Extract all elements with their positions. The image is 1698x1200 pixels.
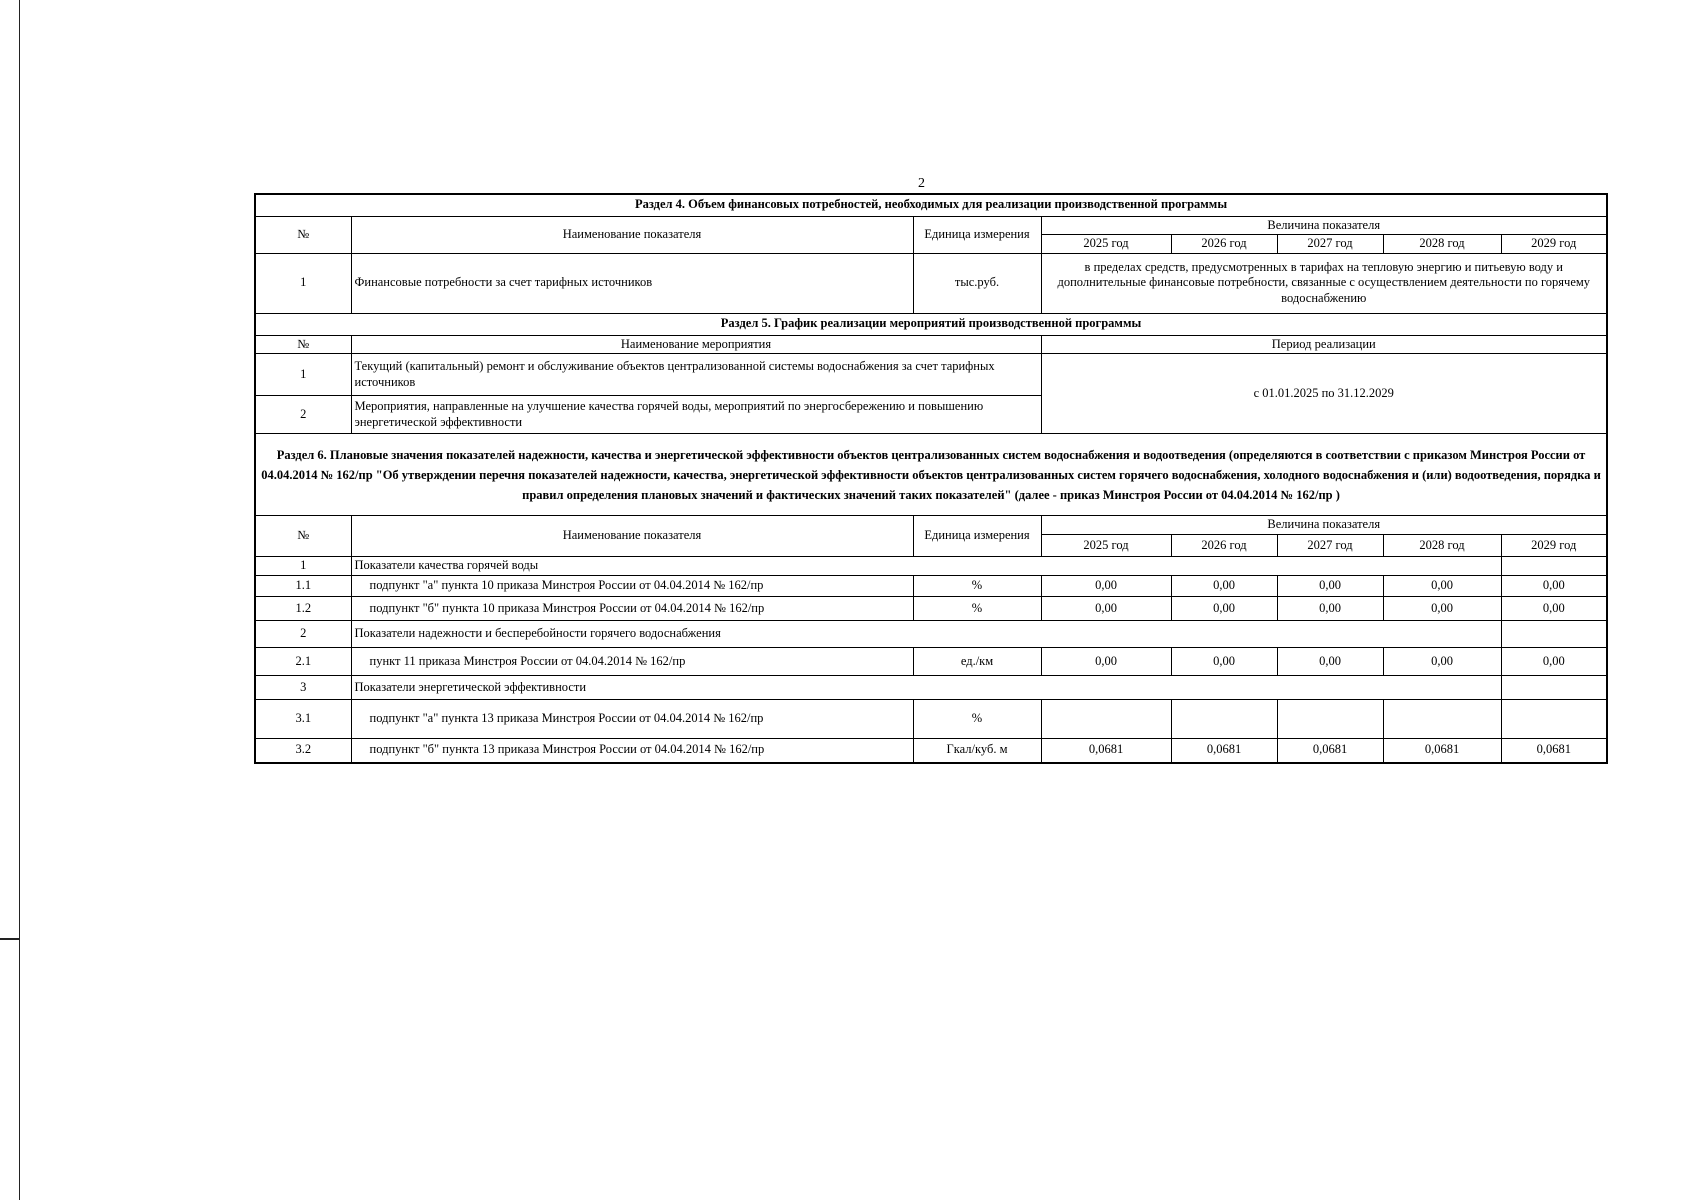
indicator-row-2-1: [255, 648, 1607, 676]
group-1-name: Показатели качества горячей воды: [351, 557, 1501, 576]
section6-year-2026: 2026 год: [1171, 535, 1277, 557]
indicator-value-2028: 0,00: [1383, 576, 1501, 597]
section5-header-num: №: [255, 335, 351, 354]
indicator-row-1-2: [255, 597, 1607, 621]
section5-header-name: Наименование мероприятия: [351, 335, 1041, 354]
group-3-empty-cell: [1501, 676, 1607, 700]
indicator-value-2026: 0,00: [1171, 648, 1277, 676]
section6-title: Раздел 6. Плановые значения показателей надежности, качества и энергетической эффективности объектов централизованных систем водоснабжения и водоотведения (определяются в соответствии с приказом Минстроя России от 04.04.2014 № 162/пр "Об утверждении перечня показателей надежности, качества, энергетической эффективности объектов централизованных систем горячего водоснабжения, холодного водоснабжения и (или) водоотведения, порядка и правил определения плановых значений и фактических значений таких показателей" (далее - приказ Минстроя России от 04.04.2014 № 162/пр ): [255, 434, 1607, 516]
section4-header-unit: Единица измерения: [913, 216, 1041, 253]
indicator-value-2026: 0,00: [1171, 576, 1277, 597]
indicator-name: подпункт "а" пункта 13 приказа Минстроя России от 04.04.2014 № 162/пр: [351, 700, 913, 739]
section4-year-2027: 2027 год: [1277, 235, 1383, 254]
page-number: 2: [918, 176, 925, 191]
production-program-table: [254, 193, 1608, 764]
section4-year-2028: 2028 год: [1383, 235, 1501, 254]
indicator-unit: Гкал/куб. м: [913, 739, 1041, 763]
section4-title-row: [255, 194, 1607, 216]
indicator-name: подпункт "б" пункта 10 приказа Минстроя России от 04.04.2014 № 162/пр: [351, 597, 913, 621]
indicator-value-2028: 0,00: [1383, 648, 1501, 676]
section4-header-num: №: [255, 216, 351, 253]
section6-title-row: [255, 434, 1607, 516]
indicator-value-2025: 0,00: [1041, 576, 1171, 597]
group-row-2: [255, 621, 1607, 648]
indicator-value-2029: 0,00: [1501, 597, 1607, 621]
section5-row-1: [255, 354, 1607, 396]
indicator-value-2029: 0,00: [1501, 648, 1607, 676]
section4-row-value: в пределах средств, предусмотренных в тарифах на тепловую энергию и питьевую воду и дополнительные финансовые потребности, связанные с осуществлением деятельности по горячему водоснабжению: [1041, 253, 1607, 313]
section5-row-1-num: 1: [255, 354, 351, 396]
section6-year-2025: 2025 год: [1041, 535, 1171, 557]
section4-year-2029: 2029 год: [1501, 235, 1607, 254]
indicator-num: 2.1: [255, 648, 351, 676]
indicator-value-2029: [1501, 700, 1607, 739]
section5-header-period: Период реализации: [1041, 335, 1607, 354]
section4-header-name: Наименование показателя: [351, 216, 913, 253]
section4-year-2025: 2025 год: [1041, 235, 1171, 254]
section4-title: Раздел 4. Объем финансовых потребностей, необходимых для реализации производственной программы: [255, 194, 1607, 216]
indicator-unit: %: [913, 700, 1041, 739]
indicator-row-3-2: [255, 739, 1607, 763]
section6-header-unit: Единица измерения: [913, 516, 1041, 557]
section4-header-value: Величина показателя: [1041, 216, 1607, 235]
section6-year-2028: 2028 год: [1383, 535, 1501, 557]
group-1-empty-cell: [1501, 557, 1607, 576]
section5-row-1-name: Текущий (капитальный) ремонт и обслуживание объектов централизованной системы водоснабжения за счет тарифных источников: [351, 354, 1041, 396]
indicator-value-2027: [1277, 700, 1383, 739]
section5-header-row: [255, 335, 1607, 354]
indicator-value-2025: [1041, 700, 1171, 739]
indicator-value-2025: 0,0681: [1041, 739, 1171, 763]
indicator-value-2026: 0,00: [1171, 597, 1277, 621]
indicator-value-2028: 0,0681: [1383, 739, 1501, 763]
indicator-value-2027: 0,00: [1277, 576, 1383, 597]
group-2-empty-cell: [1501, 621, 1607, 648]
group-1-num: 1: [255, 557, 351, 576]
group-2-name: Показатели надежности и бесперебойности горячего водоснабжения: [351, 621, 1501, 648]
section6-year-2029: 2029 год: [1501, 535, 1607, 557]
group-3-name: Показатели энергетической эффективности: [351, 676, 1501, 700]
indicator-row-3-1: [255, 700, 1607, 739]
indicator-value-2028: [1383, 700, 1501, 739]
group-2-num: 2: [255, 621, 351, 648]
indicator-value-2027: 0,00: [1277, 597, 1383, 621]
indicator-value-2029: 0,0681: [1501, 739, 1607, 763]
section4-row-unit: тыс.руб.: [913, 253, 1041, 313]
scan-edge-tick-mark: [0, 938, 20, 940]
indicator-value-2025: 0,00: [1041, 648, 1171, 676]
indicator-value-2027: 0,00: [1277, 648, 1383, 676]
section5-period: с 01.01.2025 по 31.12.2029: [1041, 354, 1607, 434]
indicator-num: 1.1: [255, 576, 351, 597]
section5-row-2-num: 2: [255, 396, 351, 434]
group-3-num: 3: [255, 676, 351, 700]
group-row-3: [255, 676, 1607, 700]
indicator-row-1-1: [255, 576, 1607, 597]
indicator-value-2026: 0,0681: [1171, 739, 1277, 763]
indicator-unit: %: [913, 576, 1041, 597]
indicator-num: 3.1: [255, 700, 351, 739]
indicator-num: 3.2: [255, 739, 351, 763]
section6-header-num: №: [255, 516, 351, 557]
indicator-num: 1.2: [255, 597, 351, 621]
section5-title-row: [255, 313, 1607, 335]
section6-header-row: [255, 516, 1607, 535]
indicator-value-2027: 0,0681: [1277, 739, 1383, 763]
indicator-unit: %: [913, 597, 1041, 621]
indicator-unit: ед./км: [913, 648, 1041, 676]
section4-row-1: [255, 253, 1607, 313]
indicator-name: подпункт "а" пункта 10 приказа Минстроя России от 04.04.2014 № 162/пр: [351, 576, 913, 597]
section4-year-2026: 2026 год: [1171, 235, 1277, 254]
section5-row-2-name: Мероприятия, направленные на улучшение качества горячей воды, мероприятий по энергосбережению и повышению энергетической эффективности: [351, 396, 1041, 434]
indicator-value-2028: 0,00: [1383, 597, 1501, 621]
indicator-name: пункт 11 приказа Минстроя России от 04.04.2014 № 162/пр: [351, 648, 913, 676]
scan-left-edge-line: [19, 0, 20, 1200]
section6-header-value: Величина показателя: [1041, 516, 1607, 535]
indicator-name: подпункт "б" пункта 13 приказа Минстроя России от 04.04.2014 № 162/пр: [351, 739, 913, 763]
indicator-value-2025: 0,00: [1041, 597, 1171, 621]
indicator-value-2029: 0,00: [1501, 576, 1607, 597]
section6-header-name: Наименование показателя: [351, 516, 913, 557]
section4-header-row: [255, 216, 1607, 235]
section4-row-name: Финансовые потребности за счет тарифных источников: [351, 253, 913, 313]
indicator-value-2026: [1171, 700, 1277, 739]
section4-row-num: 1: [255, 253, 351, 313]
group-row-1: [255, 557, 1607, 576]
section6-year-2027: 2027 год: [1277, 535, 1383, 557]
section5-title: Раздел 5. График реализации мероприятий производственной программы: [255, 313, 1607, 335]
